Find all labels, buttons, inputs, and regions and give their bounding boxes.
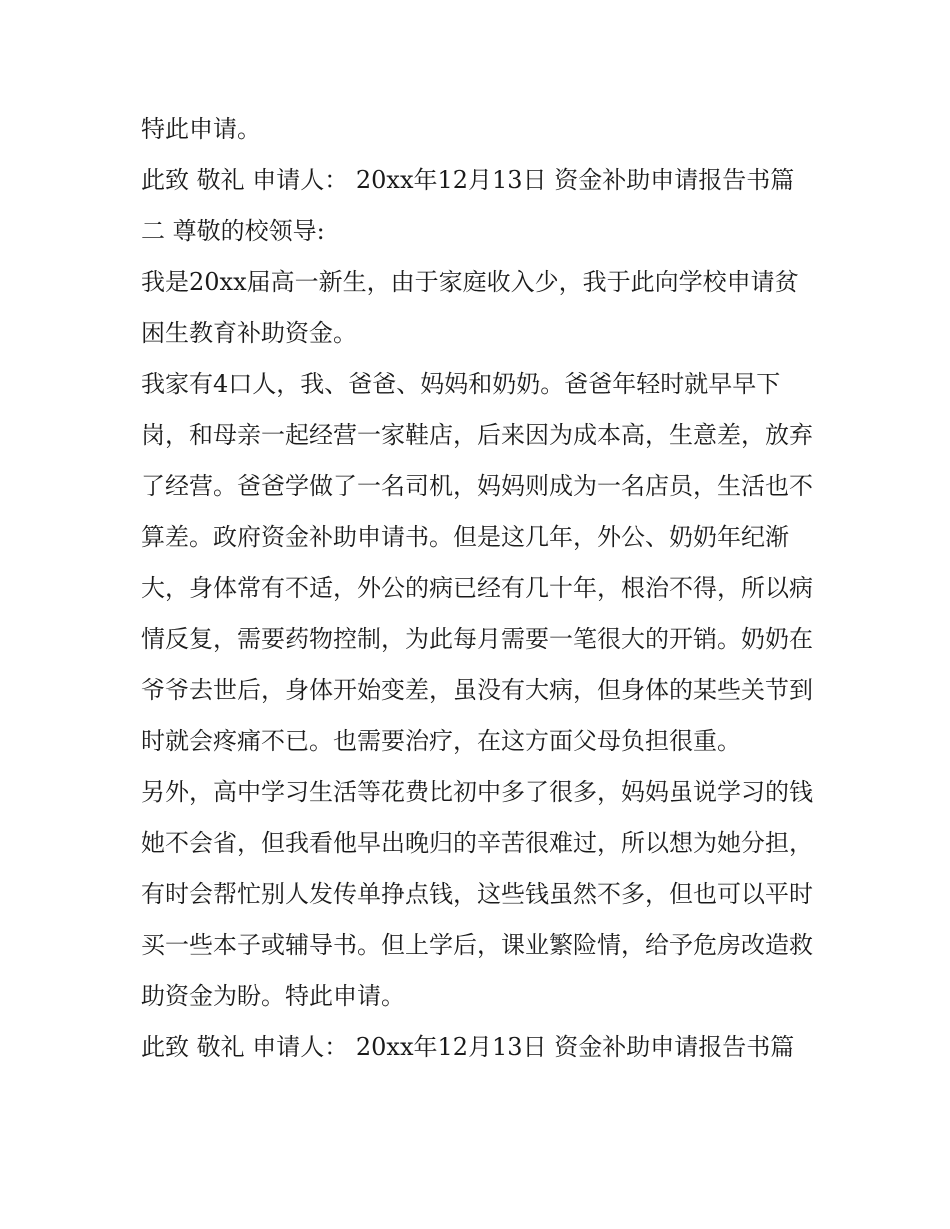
paragraph-signature: 此致 敬礼 申请人： 20xx年12月13日 资金补助申请报告书篇 bbox=[141, 1033, 795, 1061]
paragraph-intro: 我是20xx届高一新生，由于家庭收入少，我于此向学校申请贫困生教育补助资金。 bbox=[141, 268, 799, 347]
paragraph-family: 我家有4口人，我、爸爸、妈妈和奶奶。爸爸年轻时就早早下岗，和母亲一起经营一家鞋店，后来因为成本高，生意差，放弃了经营。爸爸学做了一名司机，妈妈则成为一名店员，生活也不算差。政府资金补助申请书。但是这几年，外公、奶奶年纪渐大，身体常有不适，外公的病已经有几十年，根治不得，所以病情反复，需要药物控制，为此每月需要一笔很大的开销。奶奶在爷爷去世后，身体开始变差，虽没有大病，但身体的某些关节到时就会疼痛不已。也需要治疗，在这方面父母负担很重。 bbox=[141, 370, 813, 755]
document-body bbox=[141, 104, 813, 1073]
paragraph-expenses: 另外，高中学习生活等花费比初中多了很多，妈妈虽说学习的钱她不会省，但我看他早出晚归的辛苦很难过，所以想为她分担，有时会帮忙别人发传单挣点钱，这些钱虽然不多，但也可以平时买一些本子或辅导书。但上学后，课业繁险情，给予危房改造救助资金为盼。特此申请。 bbox=[141, 778, 813, 1010]
paragraph-closing: 特此申请。 bbox=[141, 115, 261, 143]
paragraph-signature-heading: 此致 敬礼 申请人： 20xx年12月13日 资金补助申请报告书篇二 尊敬的校领导: bbox=[141, 166, 795, 245]
